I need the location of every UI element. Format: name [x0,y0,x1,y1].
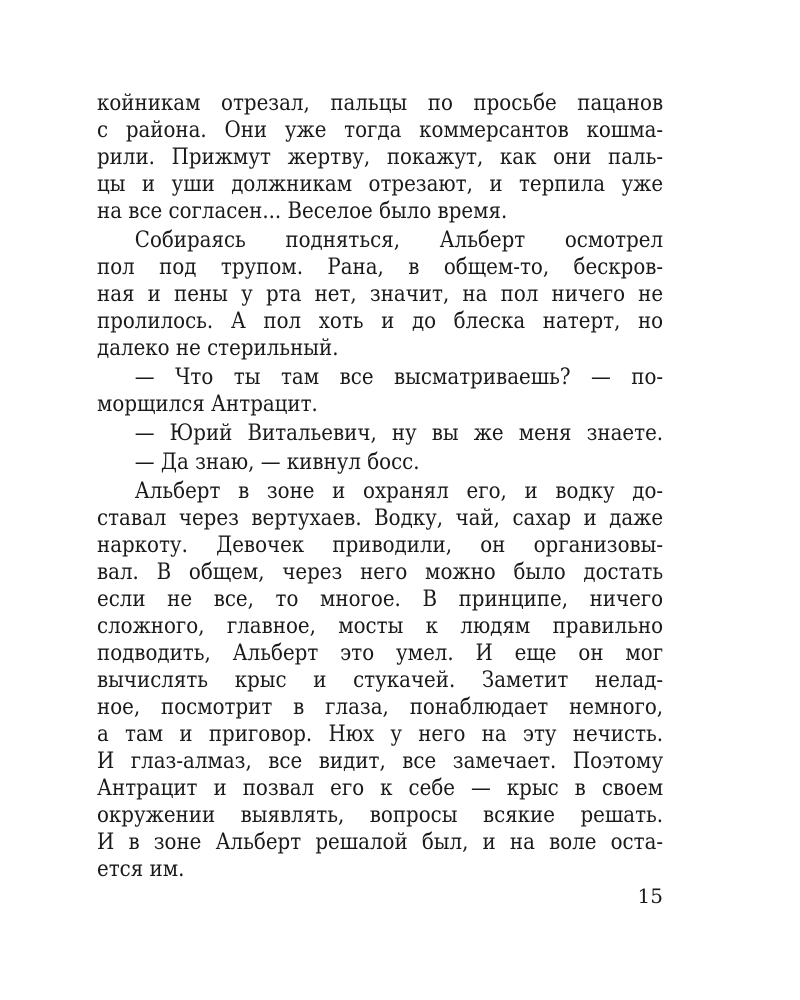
text-line: ется им. [97,857,185,882]
body-text [97,90,664,883]
text-line: рили. Прижмут жертву, покажут, как они паль- [97,145,664,170]
text-line: сложного, главное, мосты к людям правильно [97,614,664,639]
text-line: далеко не стерильный. [97,336,339,361]
text-line: если не все, то многое. В принципе, ничего [97,587,664,612]
text-line: морщился Антрацит. [97,392,318,417]
text-line: а там и приговор. Нюх у него на эту нечисть. [97,722,664,747]
dialogue-line: — Что ты там все высматриваешь? — по- [134,365,664,390]
text-line: ная и пены у рта нет, значит, на пол ничего не [97,282,664,307]
text-line: И в зоне Альберт решалой был, и на воле оста- [97,830,664,855]
text-line: подводить, Альберт это умел. И еще он мог [97,641,664,666]
text-line: вал. В общем, через него можно было достать [97,560,664,585]
text-line: ное, посмотрит в глаза, понаблюдает немного, [97,695,664,720]
text-line: койникам отрезал, пальцы по просьбе пацанов [97,91,664,116]
dialogue-line: — Юрий Витальевич, ну вы же меня знаете. [134,421,664,446]
text-line: пол под трупом. Рана, в общем-то, бескров- [97,255,664,280]
text-line: наркоту. Девочек приводили, он организовы- [97,533,664,558]
text-line: Антрацит и позвал его к себе — крыс в своем [97,776,664,801]
text-line: на все согласен... Веселое было время. [97,199,508,224]
text-line: цы и уши должникам отрезают, и терпила уже [97,172,664,197]
page-number: 15 [637,884,663,908]
text-line: пролилось. А пол хоть и до блеска натерт, но [97,309,664,334]
text-line: Собираясь подняться, Альберт осмотрел [134,228,664,253]
text-line: с района. Они уже тогда коммерсантов кошма- [97,118,664,143]
text-line: окружении выявлять, вопросы всякие решать. [97,803,664,828]
dialogue-line: — Да знаю, — кивнул босс. [134,450,420,475]
text-line: И глаз-алмаз, все видит, все замечает. Поэтому [97,749,664,774]
text-line: вычислять крыс и стукачей. Заметит нелад- [97,668,664,693]
text-line: Альберт в зоне и охранял его, и водку до- [134,479,664,504]
text-line: ставал через вертухаев. Водку, чай, сахар и даже [97,506,664,531]
